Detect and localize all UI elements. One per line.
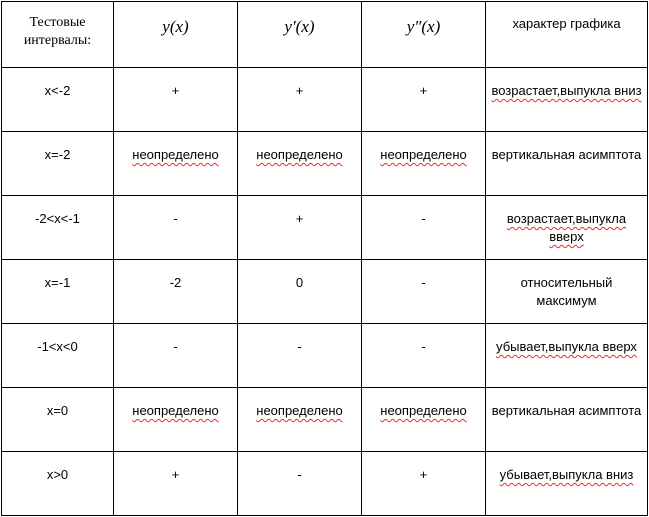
cell-character bbox=[486, 452, 648, 516]
cell-y-prime bbox=[238, 132, 362, 196]
cell-y: - bbox=[114, 196, 238, 260]
table-row bbox=[2, 324, 648, 388]
undefined-text: неопределено bbox=[256, 403, 343, 418]
cell-y bbox=[114, 132, 238, 196]
undefined-text: неопределено bbox=[380, 403, 467, 418]
cell-character bbox=[486, 68, 648, 132]
cell-y-double-prime bbox=[362, 388, 486, 452]
header-y-label: y(x) bbox=[162, 17, 189, 36]
table-row bbox=[2, 68, 648, 132]
header-y-double-prime bbox=[362, 2, 486, 68]
header-y-prime bbox=[238, 2, 362, 68]
undefined-text: неопределено bbox=[132, 147, 219, 162]
cell-y-prime: - bbox=[238, 452, 362, 516]
cell-y: + bbox=[114, 68, 238, 132]
table-row bbox=[2, 196, 648, 260]
interval-analysis-table bbox=[1, 1, 648, 516]
table-header-row bbox=[2, 2, 648, 68]
cell-interval: x=-2 bbox=[2, 132, 114, 196]
table-row bbox=[2, 132, 648, 196]
header-y-double-prime-label: y″(x) bbox=[406, 17, 441, 36]
cell-character bbox=[486, 196, 648, 260]
cell-y bbox=[114, 388, 238, 452]
cell-y-double-prime: - bbox=[362, 324, 486, 388]
table-row bbox=[2, 452, 648, 516]
cell-interval: -1<x<0 bbox=[2, 324, 114, 388]
cell-y-prime: + bbox=[238, 196, 362, 260]
cell-y: -2 bbox=[114, 260, 238, 324]
cell-y: + bbox=[114, 452, 238, 516]
cell-interval: x=0 bbox=[2, 388, 114, 452]
cell-interval: x=-1 bbox=[2, 260, 114, 324]
cell-y-double-prime: - bbox=[362, 260, 486, 324]
cell-y: - bbox=[114, 324, 238, 388]
cell-y-double-prime: + bbox=[362, 452, 486, 516]
character-text: возрастает,выпукла вверх bbox=[506, 211, 627, 244]
cell-y-prime: + bbox=[238, 68, 362, 132]
cell-character: вертикальная асимптота bbox=[486, 388, 648, 452]
header-y-prime-label: y′(x) bbox=[284, 17, 315, 36]
header-character: характер графика bbox=[486, 2, 648, 68]
cell-y-double-prime bbox=[362, 132, 486, 196]
cell-y-prime: - bbox=[238, 324, 362, 388]
undefined-text: неопределено bbox=[132, 403, 219, 418]
cell-y-double-prime: - bbox=[362, 196, 486, 260]
cell-character: вертикальная асимптота bbox=[486, 132, 648, 196]
cell-y-prime bbox=[238, 388, 362, 452]
undefined-text: неопределено bbox=[256, 147, 343, 162]
header-y bbox=[114, 2, 238, 68]
table-row bbox=[2, 260, 648, 324]
cell-interval: -2<x<-1 bbox=[2, 196, 114, 260]
cell-y-prime: 0 bbox=[238, 260, 362, 324]
cell-character: относительный максимум bbox=[486, 260, 648, 324]
cell-character bbox=[486, 324, 648, 388]
table-row bbox=[2, 388, 648, 452]
character-text: возрастает,выпукла вниз bbox=[491, 83, 642, 98]
cell-y-double-prime: + bbox=[362, 68, 486, 132]
character-text: убывает,выпукла вверх bbox=[496, 339, 637, 354]
undefined-text: неопределено bbox=[380, 147, 467, 162]
header-intervals: Тестовые интервалы: bbox=[2, 2, 114, 68]
cell-interval: x<-2 bbox=[2, 68, 114, 132]
cell-interval: x>0 bbox=[2, 452, 114, 516]
character-text: убывает,выпукла вниз bbox=[499, 467, 634, 482]
